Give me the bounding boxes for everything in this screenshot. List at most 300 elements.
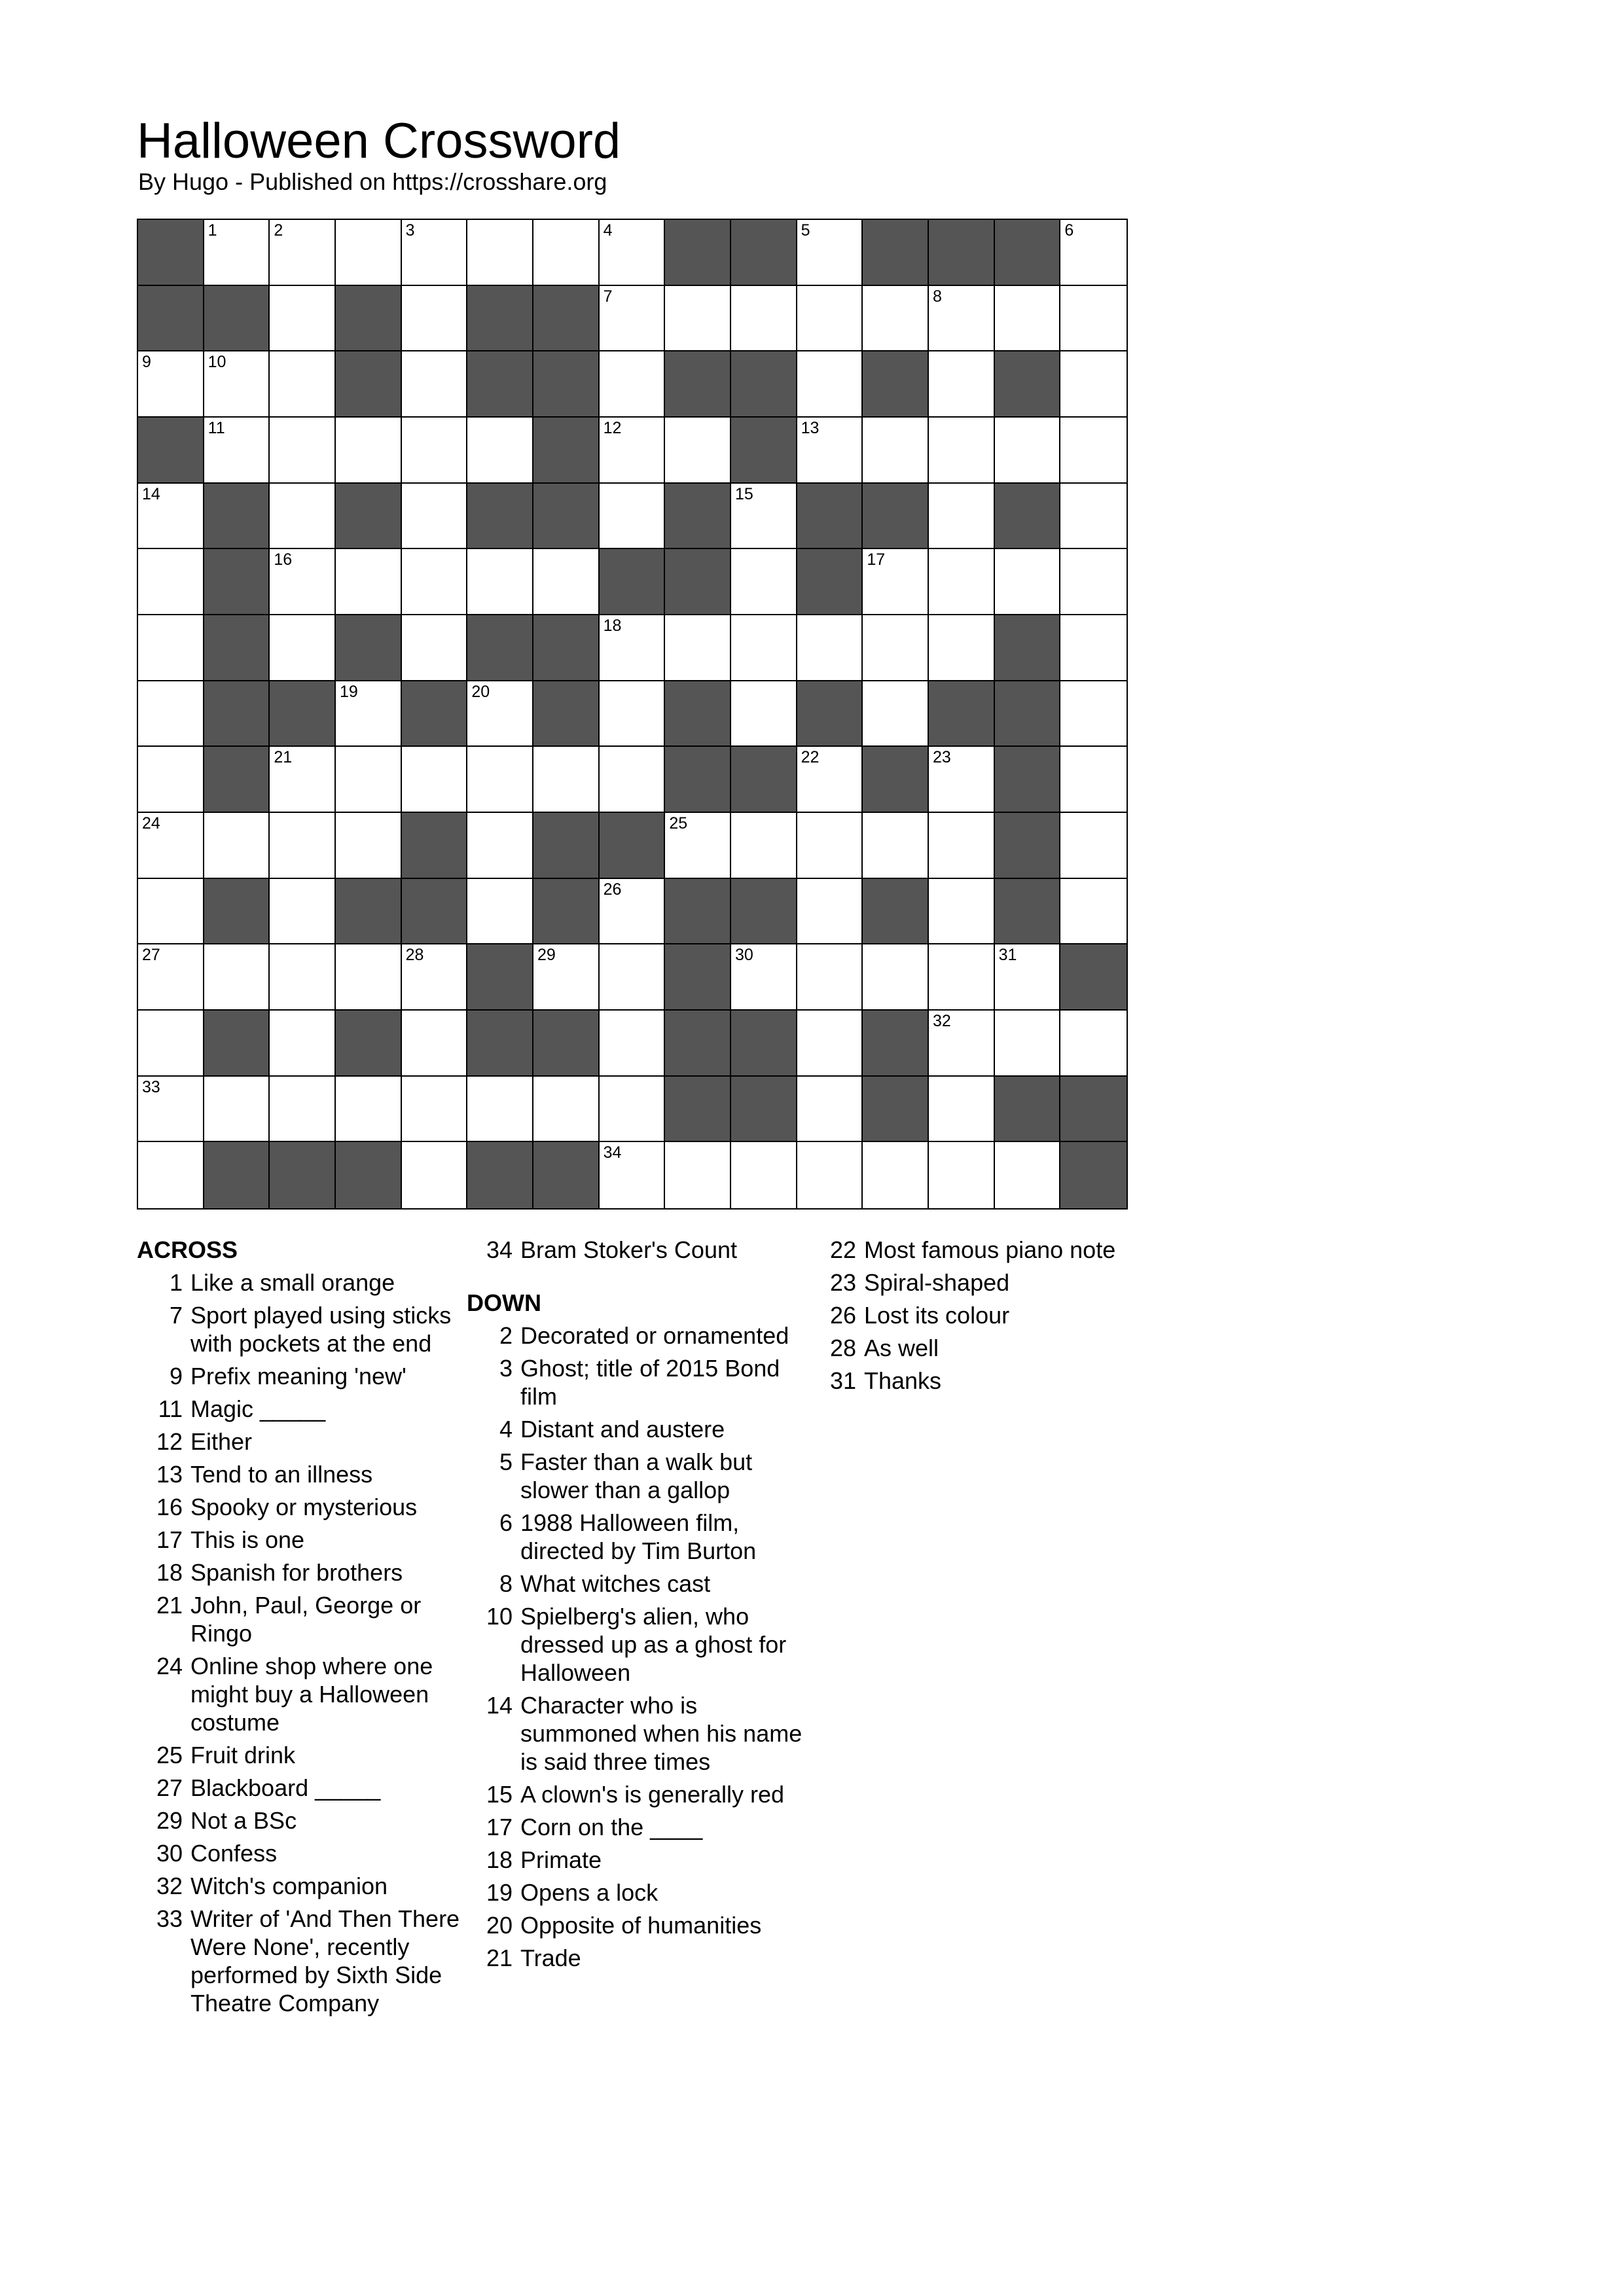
clue-number: 14 bbox=[486, 1692, 513, 1719]
grid-cell[interactable] bbox=[929, 484, 995, 550]
grid-cell[interactable] bbox=[600, 747, 666, 813]
grid-cell[interactable] bbox=[402, 615, 468, 681]
grid-block bbox=[731, 879, 797, 945]
across-clue-34[interactable] bbox=[467, 1236, 807, 1264]
across-clue-list bbox=[137, 1268, 477, 2017]
grid-cell[interactable] bbox=[270, 615, 336, 681]
grid-cell[interactable] bbox=[797, 286, 863, 352]
grid-cell[interactable] bbox=[270, 351, 336, 418]
across-clue-1[interactable] bbox=[137, 1268, 477, 1297]
cell-number: 26 bbox=[603, 880, 622, 899]
grid-cell[interactable] bbox=[138, 879, 204, 945]
grid-cell[interactable] bbox=[863, 615, 929, 681]
cell-number: 1 bbox=[208, 221, 217, 240]
grid-cell[interactable] bbox=[731, 813, 797, 879]
grid-block bbox=[467, 484, 533, 550]
grid-cell[interactable] bbox=[797, 944, 863, 1011]
grid-block bbox=[797, 549, 863, 615]
grid-cell[interactable] bbox=[929, 549, 995, 615]
grid-cell[interactable] bbox=[270, 1011, 336, 1077]
grid-cell[interactable] bbox=[402, 220, 468, 286]
grid-cell[interactable] bbox=[138, 681, 204, 747]
grid-cell[interactable] bbox=[1060, 220, 1127, 286]
down-clue-10[interactable] bbox=[467, 1602, 807, 1687]
clue-number: 3 bbox=[499, 1355, 513, 1382]
grid-cell[interactable] bbox=[204, 351, 270, 418]
grid-cell[interactable] bbox=[665, 1142, 731, 1208]
grid-block bbox=[995, 484, 1061, 550]
clue-number: 22 bbox=[829, 1236, 856, 1263]
clue-number: 2 bbox=[499, 1322, 513, 1349]
across-clue-list-continued bbox=[467, 1236, 807, 1264]
grid-cell[interactable] bbox=[533, 747, 600, 813]
grid-block bbox=[402, 681, 468, 747]
grid-block bbox=[665, 220, 731, 286]
grid-cell[interactable] bbox=[533, 1077, 600, 1143]
grid-block bbox=[336, 286, 402, 352]
clue-text: Prefix meaning 'new' bbox=[190, 1363, 406, 1390]
grid-block bbox=[995, 615, 1061, 681]
grid-cell[interactable] bbox=[731, 484, 797, 550]
down-clue-15[interactable] bbox=[467, 1780, 807, 1808]
grid-cell[interactable] bbox=[336, 220, 402, 286]
grid-block bbox=[1060, 1142, 1127, 1208]
grid-cell[interactable] bbox=[797, 1142, 863, 1208]
cell-number: 14 bbox=[142, 484, 160, 503]
grid-cell[interactable] bbox=[138, 747, 204, 813]
grid-block bbox=[204, 484, 270, 550]
clue-number: 30 bbox=[156, 1840, 183, 1867]
grid-cell[interactable] bbox=[270, 484, 336, 550]
grid-block bbox=[467, 286, 533, 352]
grid-cell[interactable] bbox=[600, 1011, 666, 1077]
grid-block bbox=[863, 879, 929, 945]
grid-cell[interactable] bbox=[665, 418, 731, 484]
grid-cell[interactable] bbox=[138, 351, 204, 418]
grid-cell[interactable] bbox=[467, 549, 533, 615]
grid-block bbox=[204, 615, 270, 681]
grid-cell[interactable] bbox=[995, 1142, 1061, 1208]
cell-number: 19 bbox=[340, 682, 358, 701]
grid-cell[interactable] bbox=[600, 615, 666, 681]
grid-cell[interactable] bbox=[731, 549, 797, 615]
grid-block bbox=[533, 484, 600, 550]
clue-number: 24 bbox=[156, 1653, 183, 1679]
across-clue-30[interactable] bbox=[137, 1839, 477, 1867]
down-clue-23[interactable] bbox=[810, 1268, 1151, 1297]
grid-cell[interactable] bbox=[270, 944, 336, 1011]
across-clue-21[interactable] bbox=[137, 1591, 477, 1647]
grid-cell[interactable] bbox=[863, 944, 929, 1011]
grid-block bbox=[731, 220, 797, 286]
grid-block bbox=[863, 351, 929, 418]
grid-cell[interactable] bbox=[665, 813, 731, 879]
grid-cell[interactable] bbox=[600, 944, 666, 1011]
clue-number: 18 bbox=[156, 1559, 183, 1586]
grid-block bbox=[138, 418, 204, 484]
clue-number: 32 bbox=[156, 1873, 183, 1899]
grid-cell[interactable] bbox=[797, 418, 863, 484]
grid-cell[interactable] bbox=[863, 549, 929, 615]
grid-cell[interactable] bbox=[402, 747, 468, 813]
clue-column-3 bbox=[810, 1236, 1151, 1399]
grid-cell[interactable] bbox=[270, 286, 336, 352]
grid-block bbox=[665, 944, 731, 1011]
grid-cell[interactable] bbox=[204, 813, 270, 879]
grid-cell[interactable] bbox=[995, 1011, 1061, 1077]
grid-cell[interactable] bbox=[929, 1011, 995, 1077]
across-clue-12[interactable] bbox=[137, 1427, 477, 1456]
grid-cell[interactable] bbox=[1060, 879, 1127, 945]
grid-block bbox=[665, 1077, 731, 1143]
cell-number: 31 bbox=[998, 946, 1017, 965]
across-clue-33[interactable] bbox=[137, 1905, 477, 2017]
clue-number: 4 bbox=[499, 1416, 513, 1443]
across-clue-18[interactable] bbox=[137, 1558, 477, 1587]
grid-cell[interactable] bbox=[929, 615, 995, 681]
down-clue-2[interactable] bbox=[467, 1321, 807, 1350]
clue-text: Either bbox=[190, 1428, 253, 1455]
clue-text: Like a small orange bbox=[190, 1269, 395, 1296]
down-clue-4[interactable] bbox=[467, 1415, 807, 1443]
grid-cell[interactable] bbox=[402, 286, 468, 352]
grid-block bbox=[336, 1142, 402, 1208]
clue-text: Fruit drink bbox=[190, 1742, 296, 1768]
clue-number: 10 bbox=[486, 1603, 513, 1630]
grid-cell[interactable] bbox=[929, 1142, 995, 1208]
grid-block bbox=[863, 747, 929, 813]
grid-cell[interactable] bbox=[270, 813, 336, 879]
grid-cell[interactable] bbox=[929, 351, 995, 418]
grid-cell[interactable] bbox=[270, 879, 336, 945]
grid-block bbox=[533, 1142, 600, 1208]
grid-cell[interactable] bbox=[138, 615, 204, 681]
clue-number: 5 bbox=[499, 1448, 513, 1475]
cell-number: 18 bbox=[603, 617, 622, 635]
grid-cell[interactable] bbox=[600, 220, 666, 286]
grid-cell[interactable] bbox=[270, 549, 336, 615]
grid-block bbox=[204, 747, 270, 813]
cell-number: 22 bbox=[801, 748, 820, 767]
grid-cell[interactable] bbox=[402, 549, 468, 615]
grid-block bbox=[665, 1011, 731, 1077]
grid-cell[interactable] bbox=[797, 747, 863, 813]
grid-block bbox=[270, 1142, 336, 1208]
clue-column-1 bbox=[137, 1236, 477, 2022]
grid-block bbox=[467, 615, 533, 681]
grid-cell[interactable] bbox=[336, 1077, 402, 1143]
grid-cell[interactable] bbox=[402, 1077, 468, 1143]
across-clue-32[interactable] bbox=[137, 1872, 477, 1900]
cell-number: 16 bbox=[274, 550, 293, 569]
grid-cell[interactable] bbox=[731, 944, 797, 1011]
cell-number: 21 bbox=[274, 748, 293, 767]
down-clue-14[interactable] bbox=[467, 1691, 807, 1776]
clue-text: A clown's is generally red bbox=[520, 1781, 785, 1808]
grid-block bbox=[929, 220, 995, 286]
grid-cell[interactable] bbox=[204, 418, 270, 484]
clue-text: Primate bbox=[520, 1846, 602, 1873]
grid-cell[interactable] bbox=[138, 813, 204, 879]
grid-block bbox=[533, 681, 600, 747]
clue-number: 12 bbox=[156, 1428, 183, 1455]
grid-cell[interactable] bbox=[1060, 286, 1127, 352]
down-clue-26[interactable] bbox=[810, 1301, 1151, 1329]
grid-cell[interactable] bbox=[402, 484, 468, 550]
grid-block bbox=[731, 351, 797, 418]
clue-text: Trade bbox=[520, 1945, 581, 1971]
grid-cell[interactable] bbox=[138, 1142, 204, 1208]
down-clue-21[interactable] bbox=[467, 1944, 807, 1972]
across-clue-11[interactable] bbox=[137, 1395, 477, 1423]
grid-cell[interactable] bbox=[797, 879, 863, 945]
grid-cell[interactable] bbox=[929, 418, 995, 484]
grid-cell[interactable] bbox=[600, 879, 666, 945]
grid-cell[interactable] bbox=[1060, 1011, 1127, 1077]
grid-block bbox=[731, 747, 797, 813]
grid-cell[interactable] bbox=[533, 944, 600, 1011]
grid-block bbox=[929, 681, 995, 747]
grid-cell[interactable] bbox=[467, 220, 533, 286]
across-clue-17[interactable] bbox=[137, 1526, 477, 1554]
grid-cell[interactable] bbox=[138, 944, 204, 1011]
grid-cell[interactable] bbox=[270, 1077, 336, 1143]
cell-number: 7 bbox=[603, 287, 613, 306]
grid-cell[interactable] bbox=[467, 418, 533, 484]
grid-cell[interactable] bbox=[336, 944, 402, 1011]
cell-number: 32 bbox=[933, 1012, 951, 1030]
clue-text: Witch's companion bbox=[190, 1873, 388, 1899]
grid-cell[interactable] bbox=[336, 681, 402, 747]
grid-cell[interactable] bbox=[797, 615, 863, 681]
clue-text: Most famous piano note bbox=[864, 1236, 1116, 1263]
across-clue-13[interactable] bbox=[137, 1460, 477, 1488]
clue-number: 1 bbox=[169, 1269, 183, 1296]
grid-cell[interactable] bbox=[467, 747, 533, 813]
cell-number: 11 bbox=[208, 419, 225, 437]
down-clue-22[interactable] bbox=[810, 1236, 1151, 1264]
clue-text: Corn on the ____ bbox=[520, 1814, 703, 1840]
grid-cell[interactable] bbox=[402, 418, 468, 484]
grid-cell[interactable] bbox=[138, 549, 204, 615]
grid-cell[interactable] bbox=[797, 813, 863, 879]
grid-block bbox=[863, 1011, 929, 1077]
grid-cell[interactable] bbox=[467, 1077, 533, 1143]
across-clue-29[interactable] bbox=[137, 1806, 477, 1835]
grid-cell[interactable] bbox=[929, 813, 995, 879]
grid-block bbox=[1060, 1077, 1127, 1143]
grid-cell[interactable] bbox=[467, 879, 533, 945]
grid-block bbox=[731, 1011, 797, 1077]
grid-cell[interactable] bbox=[1060, 418, 1127, 484]
grid-cell[interactable] bbox=[665, 615, 731, 681]
grid-block bbox=[533, 351, 600, 418]
grid-cell[interactable] bbox=[863, 681, 929, 747]
clue-number: 9 bbox=[169, 1363, 183, 1390]
grid-block bbox=[995, 220, 1061, 286]
grid-cell[interactable] bbox=[797, 351, 863, 418]
down-clue-8[interactable] bbox=[467, 1570, 807, 1598]
grid-cell[interactable] bbox=[402, 1142, 468, 1208]
down-clue-28[interactable] bbox=[810, 1334, 1151, 1362]
grid-cell[interactable] bbox=[204, 944, 270, 1011]
grid-block bbox=[336, 879, 402, 945]
across-clue-16[interactable] bbox=[137, 1493, 477, 1521]
grid-cell[interactable] bbox=[467, 681, 533, 747]
grid-block bbox=[467, 1142, 533, 1208]
grid-cell[interactable] bbox=[336, 813, 402, 879]
grid-block bbox=[533, 879, 600, 945]
clue-text: Bram Stoker's Count bbox=[520, 1236, 737, 1263]
cell-number: 17 bbox=[867, 550, 886, 569]
grid-cell[interactable] bbox=[1060, 813, 1127, 879]
across-clue-24[interactable] bbox=[137, 1652, 477, 1736]
grid-block bbox=[533, 286, 600, 352]
clue-text: 1988 Halloween film, directed by Tim Burton bbox=[520, 1509, 757, 1564]
grid-cell[interactable] bbox=[1060, 549, 1127, 615]
grid-block bbox=[533, 615, 600, 681]
grid-cell[interactable] bbox=[863, 813, 929, 879]
grid-cell[interactable] bbox=[1060, 615, 1127, 681]
grid-cell[interactable] bbox=[138, 1011, 204, 1077]
grid-cell[interactable] bbox=[1060, 747, 1127, 813]
grid-block bbox=[204, 1142, 270, 1208]
clue-column-2 bbox=[467, 1236, 807, 1977]
grid-cell[interactable] bbox=[995, 549, 1061, 615]
grid-cell[interactable] bbox=[929, 286, 995, 352]
grid-cell[interactable] bbox=[336, 418, 402, 484]
grid-cell[interactable] bbox=[600, 1142, 666, 1208]
grid-cell[interactable] bbox=[731, 1142, 797, 1208]
clue-number: 27 bbox=[156, 1774, 183, 1801]
cell-number: 28 bbox=[405, 946, 424, 965]
grid-cell[interactable] bbox=[467, 813, 533, 879]
down-clue-5[interactable] bbox=[467, 1448, 807, 1504]
down-clue-19[interactable] bbox=[467, 1878, 807, 1907]
clue-number: 13 bbox=[156, 1461, 183, 1488]
clue-number: 7 bbox=[169, 1302, 183, 1329]
grid-cell[interactable] bbox=[270, 418, 336, 484]
clue-text: Sport played using sticks with pockets at the end bbox=[190, 1302, 452, 1357]
down-clue-20[interactable] bbox=[467, 1911, 807, 1939]
cell-number: 34 bbox=[603, 1143, 622, 1162]
grid-cell[interactable] bbox=[665, 286, 731, 352]
grid-cell[interactable] bbox=[929, 944, 995, 1011]
clue-text: Spooky or mysterious bbox=[190, 1494, 418, 1520]
grid-block bbox=[204, 549, 270, 615]
down-clue-6[interactable] bbox=[467, 1509, 807, 1565]
clue-number: 28 bbox=[829, 1335, 856, 1361]
down-clue-18[interactable] bbox=[467, 1846, 807, 1874]
grid-cell[interactable] bbox=[138, 484, 204, 550]
grid-cell[interactable] bbox=[600, 418, 666, 484]
grid-cell[interactable] bbox=[1060, 484, 1127, 550]
grid-cell[interactable] bbox=[204, 1077, 270, 1143]
grid-cell[interactable] bbox=[336, 747, 402, 813]
grid-block bbox=[204, 879, 270, 945]
across-clue-25[interactable] bbox=[137, 1741, 477, 1769]
grid-cell[interactable] bbox=[533, 220, 600, 286]
grid-cell[interactable] bbox=[929, 1077, 995, 1143]
grid-cell[interactable] bbox=[336, 549, 402, 615]
down-clue-17[interactable] bbox=[467, 1813, 807, 1841]
clue-number: 21 bbox=[486, 1945, 513, 1971]
grid-cell[interactable] bbox=[995, 286, 1061, 352]
clue-text: Writer of 'And Then There Were None', recently performed by Sixth Side Theatre Company bbox=[190, 1905, 460, 2017]
down-clue-3[interactable] bbox=[467, 1354, 807, 1410]
grid-cell[interactable] bbox=[270, 220, 336, 286]
grid-cell[interactable] bbox=[797, 220, 863, 286]
grid-cell[interactable] bbox=[1060, 681, 1127, 747]
grid-cell[interactable] bbox=[600, 351, 666, 418]
grid-cell[interactable] bbox=[204, 220, 270, 286]
across-clue-7[interactable] bbox=[137, 1301, 477, 1357]
grid-cell[interactable] bbox=[600, 1077, 666, 1143]
cell-number: 27 bbox=[142, 946, 160, 965]
cell-number: 12 bbox=[603, 419, 622, 437]
cell-number: 33 bbox=[142, 1077, 160, 1096]
clue-text: Spielberg's alien, who dressed up as a ghost for Halloween bbox=[520, 1603, 787, 1686]
grid-cell[interactable] bbox=[1060, 351, 1127, 418]
down-clue-31[interactable] bbox=[810, 1367, 1151, 1395]
cell-number: 6 bbox=[1064, 221, 1074, 240]
grid-cell[interactable] bbox=[995, 418, 1061, 484]
grid-block bbox=[797, 484, 863, 550]
clue-number: 17 bbox=[156, 1526, 183, 1553]
grid-block bbox=[336, 351, 402, 418]
grid-cell[interactable] bbox=[731, 286, 797, 352]
grid-cell[interactable] bbox=[863, 286, 929, 352]
clue-number: 8 bbox=[499, 1570, 513, 1597]
clue-text: Character who is summoned when his name is said three times bbox=[520, 1692, 803, 1775]
grid-block bbox=[204, 1011, 270, 1077]
grid-cell[interactable] bbox=[402, 1011, 468, 1077]
grid-cell[interactable] bbox=[402, 351, 468, 418]
grid-cell[interactable] bbox=[270, 747, 336, 813]
grid-cell[interactable] bbox=[929, 747, 995, 813]
clue-text: Faster than a walk but slower than a gallop bbox=[520, 1448, 753, 1503]
clue-text: Opposite of humanities bbox=[520, 1912, 762, 1939]
clue-text: Ghost; title of 2015 Bond film bbox=[520, 1355, 780, 1410]
grid-cell[interactable] bbox=[138, 1077, 204, 1143]
grid-block bbox=[204, 286, 270, 352]
grid-block bbox=[402, 813, 468, 879]
grid-cell[interactable] bbox=[731, 615, 797, 681]
grid-cell[interactable] bbox=[731, 681, 797, 747]
grid-cell[interactable] bbox=[863, 418, 929, 484]
grid-block bbox=[995, 1077, 1061, 1143]
grid-cell[interactable] bbox=[929, 879, 995, 945]
grid-block bbox=[731, 1077, 797, 1143]
clue-number: 25 bbox=[156, 1742, 183, 1768]
grid-cell[interactable] bbox=[797, 1077, 863, 1143]
clue-text: Opens a lock bbox=[520, 1879, 659, 1906]
cell-number: 15 bbox=[735, 484, 753, 503]
grid-block bbox=[731, 418, 797, 484]
grid-cell[interactable] bbox=[797, 1011, 863, 1077]
across-clue-27[interactable] bbox=[137, 1774, 477, 1802]
grid-cell[interactable] bbox=[402, 944, 468, 1011]
clue-number: 6 bbox=[499, 1509, 513, 1536]
grid-cell[interactable] bbox=[600, 681, 666, 747]
grid-cell[interactable] bbox=[600, 286, 666, 352]
across-clue-9[interactable] bbox=[137, 1362, 477, 1390]
grid-cell[interactable] bbox=[863, 1142, 929, 1208]
grid-cell[interactable] bbox=[533, 549, 600, 615]
grid-cell[interactable] bbox=[995, 944, 1061, 1011]
byline: By Hugo - Published on https://crosshare.org bbox=[138, 168, 607, 195]
grid-cell[interactable] bbox=[600, 484, 666, 550]
